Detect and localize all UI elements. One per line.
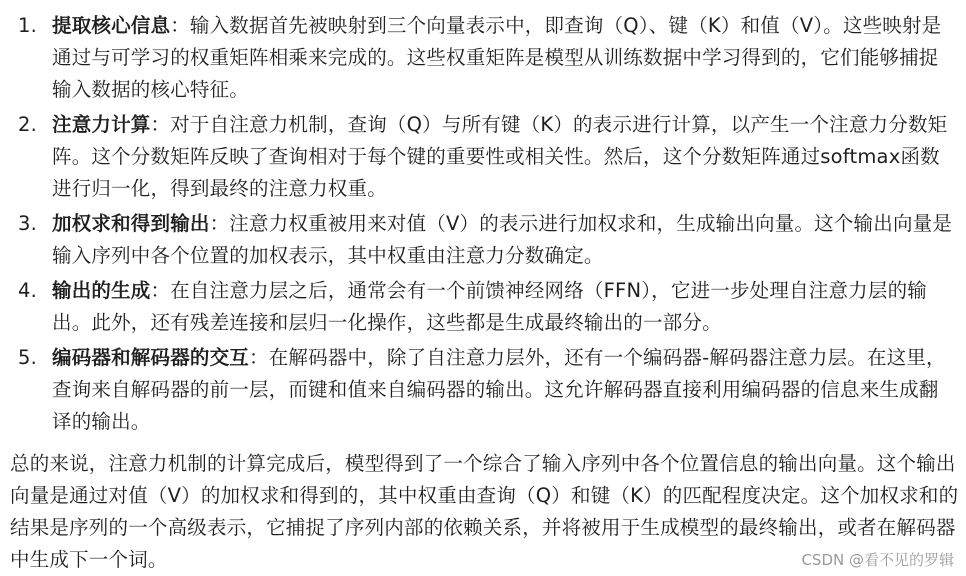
- list-item: [0, 109, 966, 205]
- list-item-text: ：在自注意力层之后，通常会有一个前馈神经网络（FFN），它进一步处理自注意力层的输出。此外，还有残差连接和层归一化操作，这些都是生成最终输出的一部分。: [52, 279, 927, 334]
- list-item-number: 5.: [18, 346, 38, 369]
- summary-paragraph: 总的来说，注意力机制的计算完成后，模型得到了一个综合了输入序列中各个位置信息的输出向量。这个输出向量是通过对值（V）的加权求和得到的，其中权重由查询（Q）和键（K）的匹配程度决定。这个加权求和的结果是序列的一个高级表示，它捕捉了序列内部的依赖关系，并将被用于生成模型的最终输出，或者在解码器中生成下一个词。: [10, 452, 959, 571]
- list-item-term: 输出的生成: [52, 279, 151, 302]
- list-item-term: 提取核心信息: [52, 14, 171, 37]
- numbered-list: [0, 10, 966, 441]
- list-item-term: 编码器和解码器的交互: [52, 346, 250, 369]
- list-item-number: 4.: [18, 279, 38, 302]
- list-item-text: ：对于自注意力机制，查询（Q）与所有键（K）的表示进行计算，以产生一个注意力分数矩阵。这个分数矩阵反映了查询相对于每个键的重要性或相关性。然后，这个分数矩阵通过softmax函数进行归一化，得到最终的注意力权重。: [52, 113, 948, 200]
- list-item: [0, 208, 966, 272]
- list-item: [0, 342, 966, 438]
- list-item-text: ：注意力权重被用来对值（V）的表示进行加权求和，生成输出向量。这个输出向量是输入序列中各个位置的加权表示，其中权重由注意力分数确定。: [52, 212, 953, 267]
- list-item: [0, 275, 966, 339]
- list-item-number: 3.: [18, 212, 38, 235]
- list-item: [0, 10, 966, 106]
- watermark: CSDN @看不见的罗辑: [801, 551, 954, 569]
- list-item-text: ：在解码器中，除了自注意力层外，还有一个编码器-解码器注意力层。在这里，查询来自解码器的前一层，而键和值来自编码器的输出。这允许解码器直接利用编码器的信息来生成翻译的输出。: [52, 346, 946, 433]
- list-item-number: 1.: [18, 14, 38, 37]
- list-item-number: 2.: [18, 113, 38, 136]
- list-item-term: 加权求和得到输出: [52, 212, 210, 235]
- list-item-term: 注意力计算: [52, 113, 151, 136]
- list-item-text: ：输入数据首先被映射到三个向量表示中，即查询（Q）、键（K）和值（V）。这些映射是通过与可学习的权重矩阵相乘来完成的。这些权重矩阵是模型从训练数据中学习得到的，它们能够捕捉输入数据的核心特征。: [52, 14, 942, 101]
